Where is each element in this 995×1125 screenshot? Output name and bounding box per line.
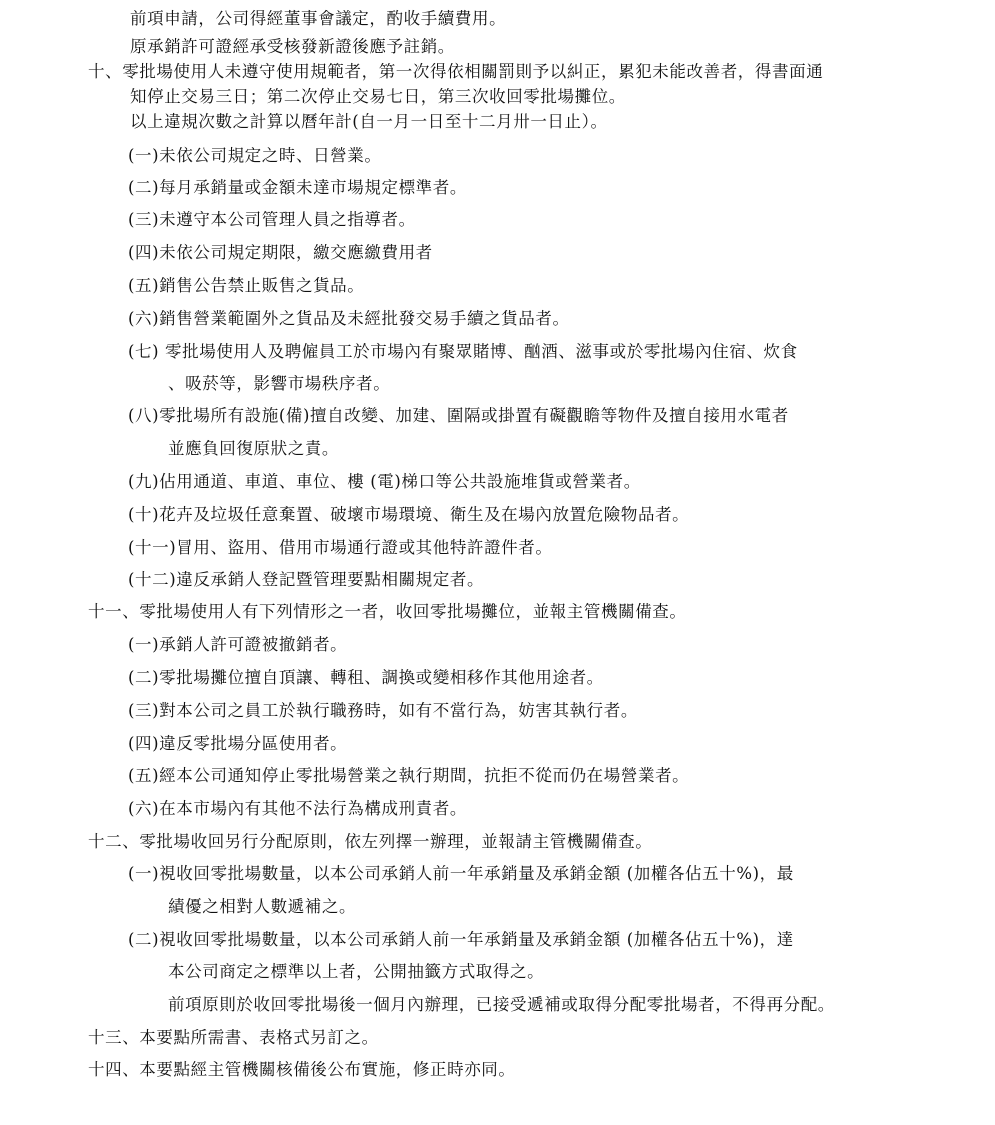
art12-heading: 十二、零批場收回另行分配原則，依左列擇一辦理，並報請主管機關備查。 — [88, 832, 653, 851]
art10-item: (八)零批場所有設施(備)擅自改變、加建、圍隔或掛置有礙觀瞻等物件及擅自接用水電者 — [128, 406, 789, 425]
art13-heading: 十三、本要點所需書、表格式另訂之。 — [88, 1028, 379, 1047]
art10-item: (十二)違反承銷人登記暨管理要點相關規定者。 — [128, 570, 485, 589]
art10-heading-cont: 知停止交易三日；第二次停止交易七日，第三次收回零批場攤位。 — [130, 87, 626, 106]
art14-heading: 十四、本要點經主管機關核備後公布實施，修正時亦同。 — [88, 1060, 516, 1079]
art10-item: (十一)冒用、盜用、借用市場通行證或其他特許證件者。 — [128, 538, 553, 557]
art10-heading: 十、零批場使用人未遵守使用規範者，第一次得依相關罰則予以糾正，累犯未能改善者，得書面通 — [88, 62, 824, 81]
art10-item: (二)每月承銷量或金額未達市場規定標準者。 — [128, 178, 467, 197]
art10-item: (五)銷售公告禁止販售之貨品。 — [128, 276, 365, 295]
art10-item-cont: 、吸菸等，影響市場秩序者。 — [168, 374, 391, 393]
art12-item-cont: 本公司商定之標準以上者，公開抽籤方式取得之。 — [168, 962, 545, 981]
art12-item: (二)視收回零批場數量，以本公司承銷人前一年承銷量及承銷金額 (加權各佔五十%)，達 — [128, 930, 794, 949]
art11-item: (三)對本公司之員工於執行職務時，如有不當行為，妨害其執行者。 — [128, 701, 638, 720]
art11-item: (二)零批場攤位擅自頂讓、轉租、調換或變相移作其他用途者。 — [128, 668, 604, 687]
art11-item: (六)在本市場內有其他不法行為構成刑責者。 — [128, 799, 467, 818]
art10-item: (四)未依公司規定期限，繳交應繳費用者 — [128, 243, 433, 262]
art9-fee-line: 前項申請，公司得經董事會議定，酌收手續費用。 — [130, 9, 507, 28]
art10-item: (九)佔用通道、車道、車位、樓 (電)梯口等公共設施堆貨或營業者。 — [128, 472, 641, 491]
art10-note: 以上違規次數之計算以曆年計(自一月一日至十二月卅一日止）。 — [130, 112, 608, 131]
art11-item: (四)違反零批場分區使用者。 — [128, 734, 348, 753]
art10-item-cont: 並應負回復原狀之責。 — [168, 439, 339, 458]
art10-item: (六)銷售營業範圍外之貨品及未經批發交易手續之貨品者。 — [128, 309, 570, 328]
art12-note: 前項原則於收回零批場後一個月內辦理，已接受遞補或取得分配零批場者，不得再分配。 — [168, 995, 835, 1014]
art9-cancel-line: 原承銷許可證經承受核發新證後應予註銷。 — [130, 37, 455, 56]
art11-item: (五)經本公司通知停止零批場營業之執行期間，抗拒不從而仍在場營業者。 — [128, 766, 690, 785]
art10-item: (三)未遵守本公司管理人員之指導者。 — [128, 210, 416, 229]
art12-item: (一)視收回零批場數量，以本公司承銷人前一年承銷量及承銷金額 (加權各佔五十%)，最 — [128, 864, 794, 883]
art10-item: (十)花卉及垃圾任意棄置、破壞市場環境、衛生及在場內放置危險物品者。 — [128, 505, 690, 524]
art10-item: (一)未依公司規定之時、日營業。 — [128, 146, 382, 165]
art10-item: (七) 零批場使用人及聘僱員工於市場內有聚眾賭博、酗酒、滋事或於零批場內住宿、炊食 — [128, 342, 798, 361]
art11-item: (一)承銷人許可證被撤銷者。 — [128, 635, 348, 654]
art12-item-cont: 績優之相對人數遞補之。 — [168, 897, 357, 916]
art11-heading: 十一、零批場使用人有下列情形之一者，收回零批場攤位，並報主管機關備查。 — [88, 602, 687, 621]
